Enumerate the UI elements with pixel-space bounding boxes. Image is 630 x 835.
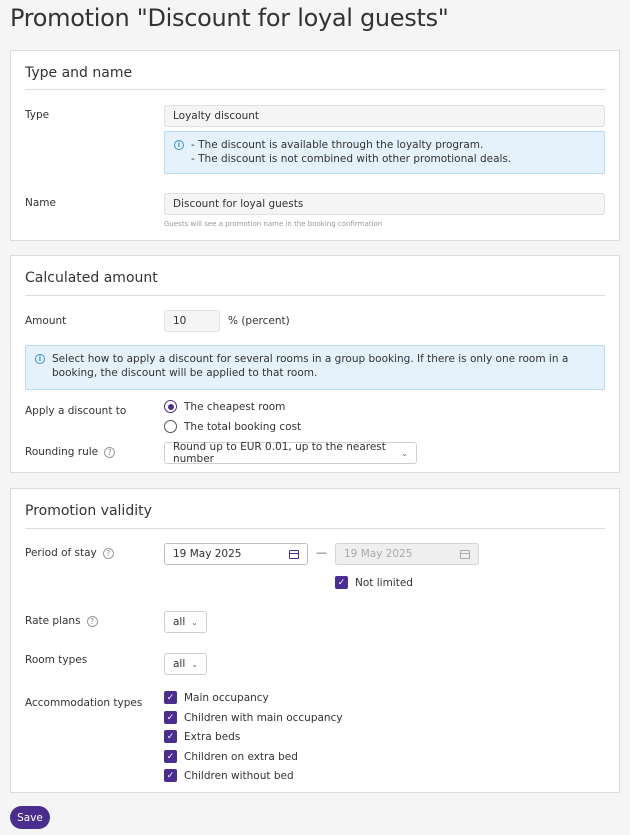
group-booking-info-box (25, 345, 605, 390)
type-and-name-title: Type and name (25, 65, 133, 81)
amount-unit: % (percent) (228, 315, 290, 327)
checkbox-children-without-bed[interactable] (164, 769, 294, 782)
checkbox-children-on-extra-bed[interactable] (164, 750, 298, 763)
radio-cheapest-room-label: The cheapest room (184, 400, 286, 413)
checkmark-icon[interactable]: ✓ (164, 711, 177, 724)
type-label-text: Type (25, 109, 50, 121)
info-icon: i (35, 354, 45, 364)
calculated-amount-card (10, 255, 620, 473)
type-label (25, 109, 49, 121)
room-types-select[interactable] (164, 653, 207, 675)
group-booking-info-text: Select how to apply a discount for several rooms in a group booking. If there is only one room in a booking, the discount will be applied to that room. (52, 353, 569, 379)
not-limited-checkbox[interactable] (335, 576, 413, 589)
amount-input[interactable] (164, 310, 220, 332)
apply-discount-label-text: Apply a discount to (25, 405, 127, 417)
amount-label (25, 315, 66, 327)
checkmark-icon[interactable]: ✓ (164, 691, 177, 704)
calculated-amount-title: Calculated amount (25, 270, 158, 286)
chevron-down-icon: ⌄ (401, 448, 408, 458)
info-line-2: - The discount is not combined with other promotional deals. (191, 153, 512, 165)
info-line-1: - The discount is available through the loyalty program. (191, 139, 484, 151)
radio-unselected[interactable] (164, 420, 177, 433)
amount-label-text: Amount (25, 315, 67, 327)
radio-total-booking-cost[interactable] (164, 420, 301, 433)
period-of-stay-label (25, 547, 114, 559)
rate-plans-value: all (173, 616, 186, 628)
checkmark-icon[interactable]: ✓ (335, 576, 348, 589)
accommodation-types-label (25, 697, 142, 709)
promotion-validity-title: Promotion validity (25, 503, 152, 519)
radio-selected[interactable] (164, 400, 177, 413)
children-on-extra-bed-label: Children on extra bed (184, 750, 298, 763)
name-hint: Guests will see a promotion name in the booking confirmation (164, 220, 383, 228)
help-icon[interactable]: ? (103, 548, 114, 559)
checkmark-icon[interactable]: ✓ (164, 769, 177, 782)
info-icon: i (174, 140, 184, 150)
name-input[interactable] (164, 193, 605, 215)
type-value: Loyalty discount (173, 110, 259, 122)
help-icon[interactable]: ? (87, 616, 98, 627)
period-of-stay-label-text: Period of stay (25, 547, 97, 559)
main-occupancy-label: Main occupancy (184, 691, 269, 704)
checkbox-main-occupancy[interactable] (164, 691, 269, 704)
rate-plans-label-text: Rate plans (25, 615, 81, 627)
period-to-date-input[interactable] (335, 543, 479, 565)
chevron-down-icon: ⌄ (191, 617, 198, 627)
checkbox-extra-beds[interactable] (164, 730, 240, 743)
loyalty-info-box (164, 131, 605, 174)
chevron-down-icon: ⌄ (191, 659, 198, 669)
name-label (25, 197, 56, 209)
calendar-icon (460, 550, 470, 559)
name-value: Discount for loyal guests (173, 198, 304, 210)
period-from-date-input[interactable] (164, 543, 308, 565)
not-limited-label: Not limited (355, 576, 413, 589)
type-field (164, 105, 605, 127)
room-types-value: all (173, 658, 186, 670)
rounding-rule-label-text: Rounding rule (25, 446, 99, 458)
room-types-label-text: Room types (25, 654, 88, 666)
rounding-rule-select[interactable] (164, 442, 417, 464)
save-button[interactable]: Save (10, 806, 50, 829)
rounding-rule-value: Round up to EUR 0.01, up to the nearest number (173, 441, 386, 465)
name-label-text: Name (25, 197, 56, 209)
divider (25, 89, 605, 90)
period-from-value: 19 May 2025 (173, 548, 242, 560)
rate-plans-label (25, 615, 98, 627)
rounding-rule-label (25, 446, 115, 458)
amount-value: 10 (173, 315, 187, 327)
divider (25, 295, 605, 296)
type-and-name-card (10, 50, 620, 241)
children-without-bed-label: Children without bed (184, 769, 294, 782)
children-with-main-occupancy-label: Children with main occupancy (184, 711, 343, 724)
checkbox-children-with-main-occupancy[interactable] (164, 711, 343, 724)
help-icon[interactable]: ? (104, 447, 115, 458)
divider (25, 528, 605, 529)
room-types-label (25, 654, 87, 666)
apply-discount-label (25, 405, 126, 417)
rate-plans-select[interactable] (164, 611, 207, 633)
radio-cheapest-room[interactable] (164, 400, 285, 413)
period-to-value: 19 May 2025 (344, 548, 413, 560)
period-dash: — (316, 546, 327, 559)
checkmark-icon[interactable]: ✓ (164, 750, 177, 763)
checkmark-icon[interactable]: ✓ (164, 730, 177, 743)
radio-total-booking-cost-label: The total booking cost (184, 420, 302, 433)
accommodation-types-label-text: Accommodation types (25, 697, 143, 709)
promotion-validity-card (10, 488, 620, 793)
extra-beds-label: Extra beds (184, 730, 241, 743)
page-title: Promotion "Discount for loyal guests" (10, 4, 449, 32)
calendar-icon[interactable] (289, 550, 299, 559)
